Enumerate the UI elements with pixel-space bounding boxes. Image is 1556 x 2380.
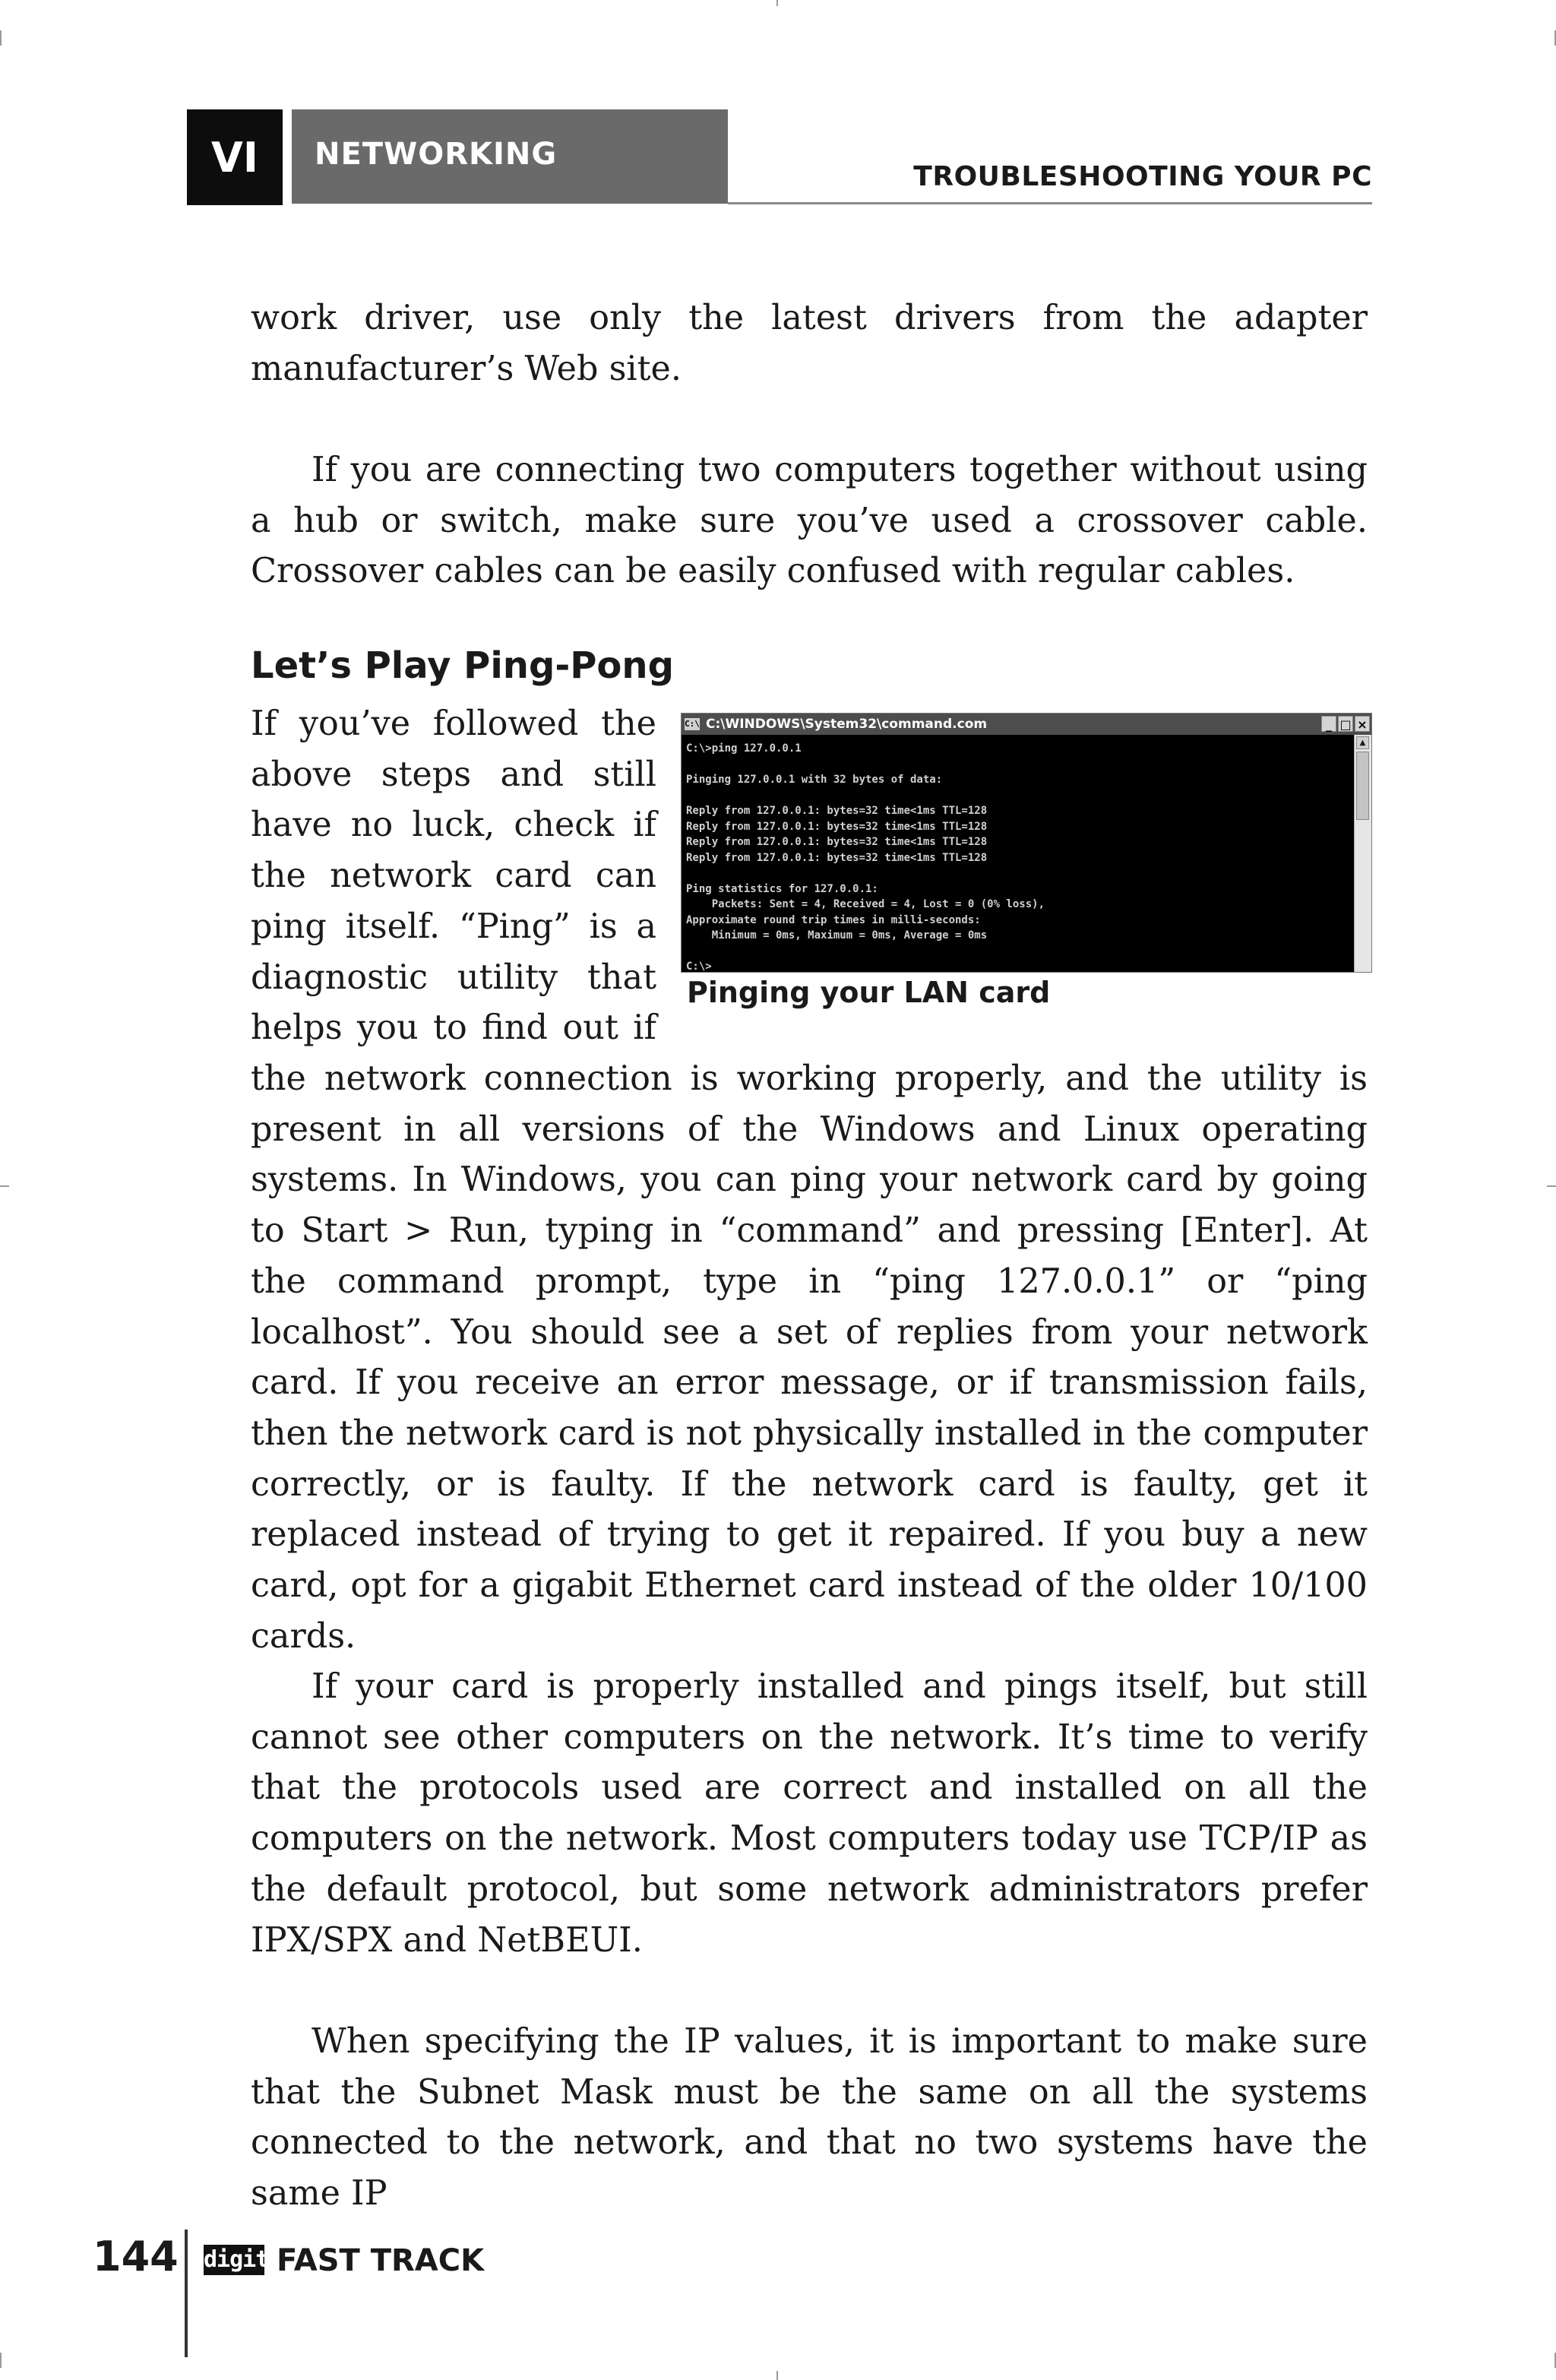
window-title: C:\WINDOWS\System32\command.com (706, 717, 988, 732)
paragraph-3: the network connection is working properly, and the utility is present in all versions of the Windows and Linux operating systems. In Windows, you can ping your network card by going to Start > Run, typing in “command” and pressing [Enter]. At the command prompt, type in “ping 127.0.0.1” or “ping localhost”. You should see a set of replies from your network card. If you receive an error message, or if transmission fails, then the network card is not physically installed in the computer correctly, or is faulty. If the network card is faulty, get it replaced instead of trying to get it repaired. If you buy a new card, opt for a gigabit Ethernet card instead of the older 10/100 cards. (251, 1059, 1368, 1656)
paragraph-5: When specifying the IP values, it is important to make sure that the Subnet Mask must be the same on all the systems connected to the network, and that no two systems have the same IP (251, 2022, 1368, 2214)
section-heading: Let’s Play Ping-Pong (251, 644, 674, 687)
close-icon: × (1355, 716, 1370, 732)
wrap-line: ping itself. “Ping” is a (251, 907, 656, 946)
paragraph-4: If your card is properly installed and pings itself, but still cannot see other computers on the network. It’s time to verify that the protocols used are correct and installed on all the computers on the network. Most computers today use TCP/IP as the default protocol, but some network administrators prefer IPX/SPX and NetBEUI. (251, 1667, 1368, 1960)
scrollbar (1354, 735, 1371, 972)
command-prompt-screenshot (681, 713, 1372, 973)
maximize-icon: □ (1338, 716, 1353, 732)
figure-command-window (681, 713, 1372, 1009)
crop-mark (776, 0, 778, 6)
wrapped-paragraph (251, 699, 656, 1054)
crop-mark (1547, 1185, 1556, 1187)
wrap-line: have no luck, check if (251, 805, 656, 845)
footer-rule (185, 2230, 188, 2357)
paragraph-2: If you are connecting two computers together without using a hub or switch, make sure you’ve used a crossover cable. Crossover cables can be easily confused with regular cables. (251, 451, 1368, 591)
scroll-thumb (1356, 752, 1369, 820)
wrap-line: the network card can (251, 856, 656, 896)
crop-mark (0, 2353, 2, 2368)
window-titlebar (682, 714, 1371, 735)
crop-mark (0, 30, 2, 46)
console-icon: C:\ (685, 719, 700, 729)
wrap-line: helps you to find out if (251, 1008, 656, 1048)
section-number: VI (187, 109, 283, 205)
minimize-icon: _ (1321, 716, 1336, 732)
digit-logo: digit (204, 2245, 264, 2275)
paragraph-1: work driver, use only the latest drivers from the adapter manufacturer’s Web site. (251, 299, 1368, 388)
scroll-up-icon: ▲ (1356, 736, 1369, 749)
wrap-line: diagnostic utility that (251, 957, 656, 997)
header-rule (728, 202, 1372, 204)
wrap-line: If you’ve followed the (251, 704, 656, 743)
footer-brand: FAST TRACK (277, 2243, 485, 2278)
page-number: 144 (93, 2233, 179, 2280)
crop-mark (776, 2371, 778, 2380)
crop-mark (0, 1185, 9, 1187)
figure-caption: Pinging your LAN card (687, 976, 1051, 1009)
section-title: NETWORKING (292, 109, 728, 204)
book-title: TROUBLESHOOTING YOUR PC (913, 161, 1372, 192)
wrap-line: above steps and still (251, 755, 656, 794)
console-output: C:\>ping 127.0.0.1 Pinging 127.0.0.1 with 32 bytes of data: Reply from 127.0.0.1: bytes=32 time<1ms TTL=128 Reply from 127.0.0.1: bytes=32 time<1ms TTL=128 Reply from 127.0.0.1: bytes=32 time<1ms TTL=128 Reply from 127.0.0.1: bytes=32 time<1ms TTL=128 Ping statistics for 127.0.0.1: Packets: Sent = 4, Received = 4, Lost = 0 (0% loss), Approximate round trip times in milli-seconds: Minimum = 0ms, Maximum = 0ms, Average = 0ms C:\> (686, 742, 1045, 972)
